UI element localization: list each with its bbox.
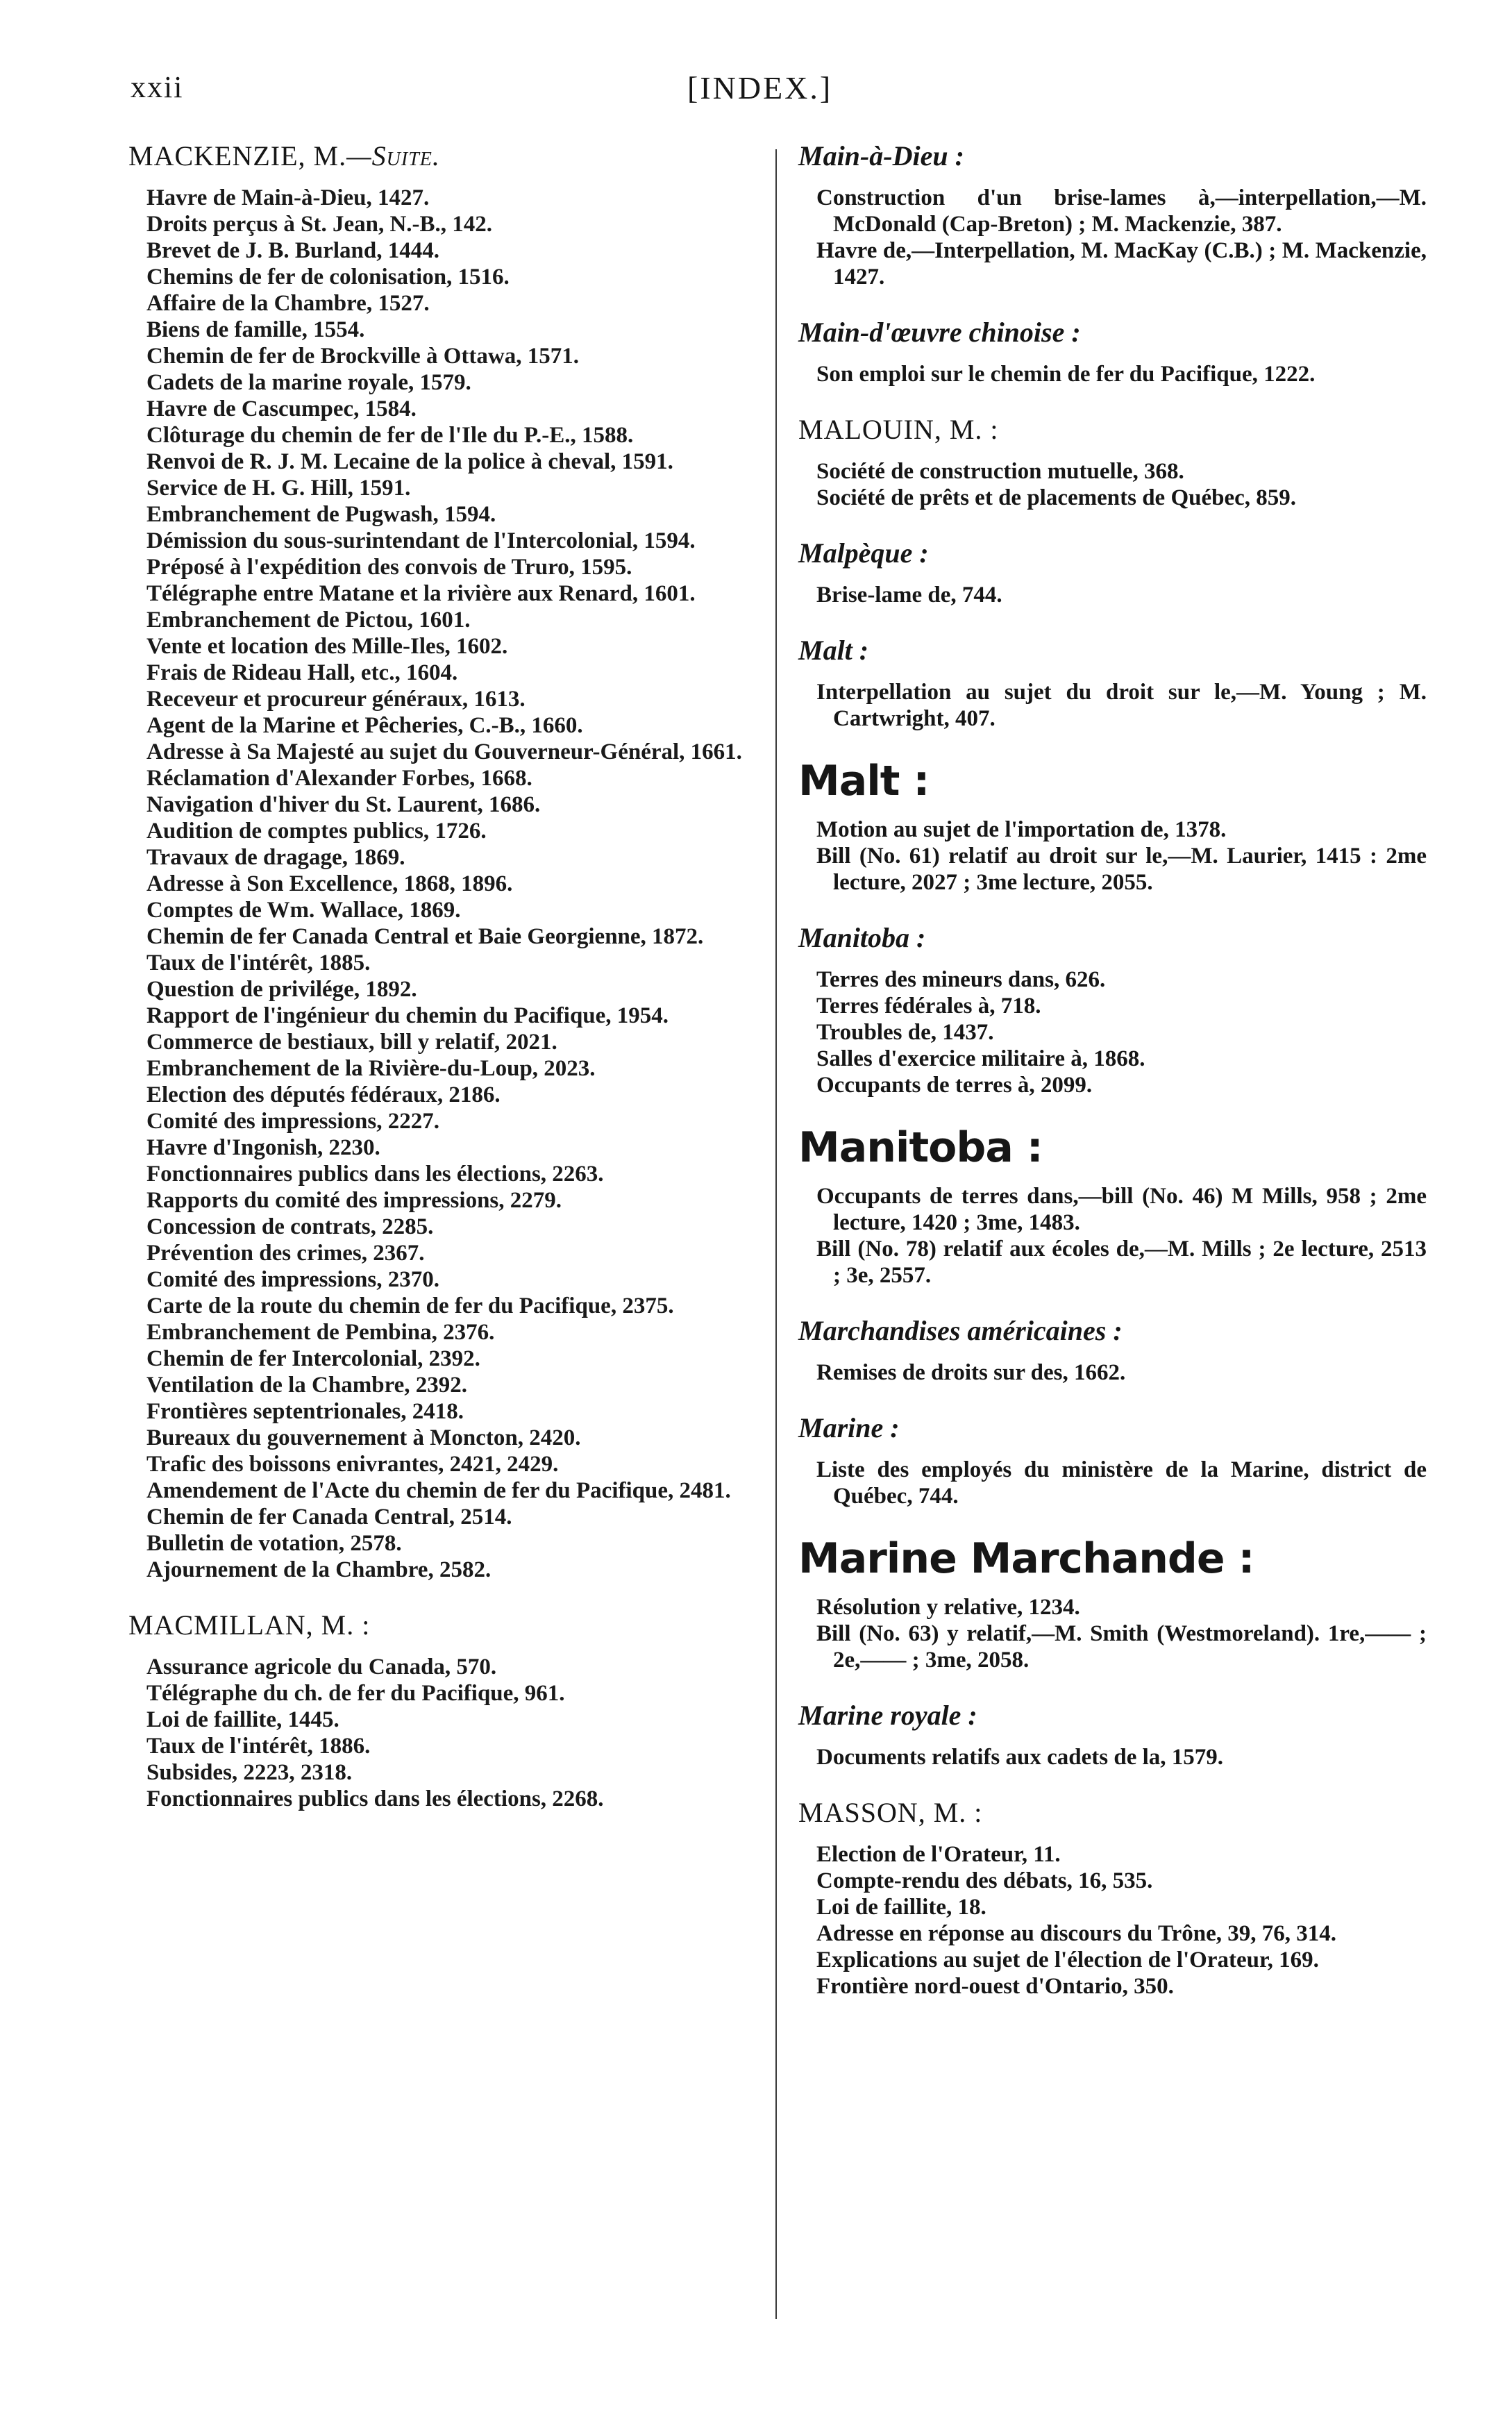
index-entry: Commerce de bestiaux, bill y relatif, 2021.: [146, 1030, 557, 1055]
index-entry: Terres fédérales à, 718.: [816, 994, 1041, 1019]
section-heading: [798, 139, 1427, 174]
index-section: [128, 139, 757, 1583]
index-entry: Adresse à Sa Majesté au sujet du Gouverneur-Général, 1661.: [146, 739, 742, 764]
index-entry: Brise-lame de, 744.: [816, 583, 1002, 608]
section-heading: [128, 139, 757, 174]
section-heading: [798, 1795, 1427, 1830]
index-section: [798, 1534, 1427, 1673]
index-entry: Motion au sujet de l'importation de, 1378.: [816, 817, 1227, 842]
index-entry: Havre d'Ingonish, 2230.: [146, 1135, 380, 1160]
section-heading: [798, 536, 1427, 571]
column-divider: [775, 149, 777, 2319]
section-heading-text: Malt :: [798, 757, 930, 805]
index-entry: Havre de Main-à-Dieu, 1427.: [146, 185, 430, 210]
index-entry: Bill (No. 78) relatif aux écoles de,—M. Mills ; 2e lecture, 2513 ; 3e, 2557.: [816, 1237, 1427, 1288]
index-entry: Société de prêts et de placements de Québec, 859.: [816, 485, 1297, 510]
index-section: [798, 536, 1427, 608]
section-heading-text: Main-à-Dieu :: [798, 140, 964, 171]
index-entry: Havre de Cascumpec, 1584.: [146, 396, 417, 421]
index-entry: Bulletin de votation, 2578.: [146, 1531, 402, 1556]
section-heading-text: Main-d'œuvre chinoise :: [798, 317, 1081, 348]
index-entry: Comptes de Wm. Wallace, 1869.: [146, 898, 461, 923]
index-section: [798, 1795, 1427, 2000]
page-header: [INDEX.]: [687, 70, 833, 106]
index-section: [798, 1411, 1427, 1509]
section-heading: [798, 1698, 1427, 1733]
index-entry: Adresse à Son Excellence, 1868, 1896.: [146, 871, 513, 896]
index-entry: Documents relatifs aux cadets de la, 1579.: [816, 1745, 1224, 1770]
index-entry: Election de l'Orateur, 11.: [816, 1842, 1061, 1867]
index-entry: Cadets de la marine royale, 1579.: [146, 370, 471, 395]
index-entry: Embranchement de Pictou, 1601.: [146, 608, 471, 633]
index-section: [798, 1314, 1427, 1386]
section-heading: [798, 412, 1427, 447]
index-section: [798, 757, 1427, 896]
index-entry: Trafic des boissons enivrantes, 2421, 2429.: [146, 1452, 559, 1477]
index-entry: Election des députés fédéraux, 2186.: [146, 1082, 501, 1107]
index-entry: Ventilation de la Chambre, 2392.: [146, 1373, 468, 1398]
section-heading: [128, 1608, 757, 1643]
index-entry: Société de construction mutuelle, 368.: [816, 459, 1184, 484]
index-section: [798, 1698, 1427, 1770]
section-heading: [798, 633, 1427, 668]
index-entry: Terres des mineurs dans, 626.: [816, 967, 1106, 992]
index-entry: Bill (No. 63) y relatif,—M. Smith (Westmoreland). 1re,—— ; 2e,—— ; 3me, 2058.: [816, 1621, 1427, 1673]
index-entry: Chemins de fer de colonisation, 1516.: [146, 265, 510, 290]
index-entry: Concession de contrats, 2285.: [146, 1214, 434, 1239]
index-entry: Comité des impressions, 2370.: [146, 1267, 439, 1292]
index-entry: Construction d'un brise-lames à,—interpellation,—M. McDonald (Cap-Breton) ; M. Mackenzie, 387.: [816, 185, 1427, 237]
index-entry: Bill (No. 61) relatif au droit sur le,—M. Laurier, 1415 : 2me lecture, 2027 ; 3me lecture, 2055.: [816, 844, 1427, 895]
index-section: [798, 633, 1427, 732]
section-heading: [798, 757, 1427, 805]
index-entry: Comité des impressions, 2227.: [146, 1109, 439, 1134]
index-entry: Chemin de fer Canada Central, 2514.: [146, 1505, 512, 1530]
index-entry: Bureaux du gouvernement à Moncton, 2420.: [146, 1425, 581, 1450]
index-entry: Havre de,—Interpellation, M. MacKay (C.B.) ; M. Mackenzie, 1427.: [816, 238, 1427, 290]
section-heading: [798, 1411, 1427, 1446]
index-entry: Troubles de, 1437.: [816, 1020, 994, 1045]
index-entry: Receveur et procureur généraux, 1613.: [146, 687, 526, 712]
section-heading-text: Malpèque :: [798, 537, 929, 569]
index-entry: Compte-rendu des débats, 16, 535.: [816, 1868, 1153, 1893]
section-heading-text: Manitoba :: [798, 922, 926, 953]
index-section: [128, 1608, 757, 1812]
left-column: [128, 139, 757, 1837]
section-heading: [798, 1534, 1427, 1583]
index-entry: Audition de comptes publics, 1726.: [146, 819, 487, 844]
index-entry: Biens de famille, 1554.: [146, 317, 365, 342]
index-entry: Réclamation d'Alexander Forbes, 1668.: [146, 766, 532, 791]
section-heading: [798, 921, 1427, 955]
index-entry: Affaire de la Chambre, 1527.: [146, 291, 430, 316]
index-entry: Assurance agricole du Canada, 570.: [146, 1655, 497, 1679]
index-section: [798, 315, 1427, 387]
index-section: [798, 139, 1427, 290]
index-entry: Son emploi sur le chemin de fer du Pacifique, 1222.: [816, 362, 1316, 387]
index-entry: Navigation d'hiver du St. Laurent, 1686.: [146, 792, 541, 817]
section-heading-text: Marine :: [798, 1412, 900, 1443]
section-heading-text: MACMILLAN, M. :: [128, 1609, 371, 1641]
index-entry: Frontière nord-ouest d'Ontario, 350.: [816, 1974, 1174, 1999]
index-entry: Carte de la route du chemin de fer du Pacifique, 2375.: [146, 1293, 674, 1318]
index-entry: Salles d'exercice militaire à, 1868.: [816, 1046, 1145, 1071]
index-section: [798, 1123, 1427, 1289]
index-entry: Chemin de fer Intercolonial, 2392.: [146, 1346, 480, 1371]
index-entry: Prévention des crimes, 2367.: [146, 1241, 425, 1266]
section-heading-suffix: —Suite.: [346, 140, 440, 171]
section-heading-text: Marine Marchande :: [798, 1534, 1254, 1583]
section-heading-text: MASSON, M. :: [798, 1797, 983, 1828]
index-entry: Préposé à l'expédition des convois de Truro, 1595.: [146, 555, 632, 580]
index-entry: Démission du sous-surintendant de l'Intercolonial, 1594.: [146, 528, 696, 553]
index-entry: Chemin de fer Canada Central et Baie Georgienne, 1872.: [146, 924, 704, 949]
index-entry: Embranchement de Pembina, 2376.: [146, 1320, 495, 1345]
section-heading-text: Marine royale :: [798, 1700, 977, 1731]
section-heading-text: MALOUIN, M. :: [798, 414, 999, 445]
section-heading-text: Marchandises américaines :: [798, 1315, 1123, 1346]
index-entry: Amendement de l'Acte du chemin de fer du Pacifique, 2481.: [146, 1478, 731, 1503]
index-entry: Agent de la Marine et Pêcheries, C.-B., 1660.: [146, 713, 583, 738]
index-entry: Explications au sujet de l'élection de l'Orateur, 169.: [816, 1947, 1319, 1972]
index-entry: Ajournement de la Chambre, 2582.: [146, 1557, 492, 1582]
index-entry: Occupants de terres dans,—bill (No. 46) M Mills, 958 ; 2me lecture, 1420 ; 3me, 1483.: [816, 1184, 1427, 1235]
page-number: xxii: [131, 70, 184, 104]
section-heading: [798, 1314, 1427, 1348]
section-heading: [798, 315, 1427, 350]
index-entry: Vente et location des Mille-Iles, 1602.: [146, 634, 508, 659]
index-entry: Télégraphe entre Matane et la rivière aux Renard, 1601.: [146, 581, 696, 606]
index-entry: Service de H. G. Hill, 1591.: [146, 476, 411, 501]
section-heading-text: Manitoba :: [798, 1123, 1043, 1172]
index-entry: Embranchement de la Rivière-du-Loup, 2023.: [146, 1056, 596, 1081]
index-section: [798, 412, 1427, 511]
index-entry: Loi de faillite, 18.: [816, 1895, 986, 1920]
index-entry: Brevet de J. B. Burland, 1444.: [146, 238, 439, 263]
index-entry: Adresse en réponse au discours du Trône, 39, 76, 314.: [816, 1921, 1336, 1946]
index-entry: Interpellation au sujet du droit sur le,—M. Young ; M. Cartwright, 407.: [816, 680, 1427, 731]
index-entry: Loi de faillite, 1445.: [146, 1707, 339, 1732]
index-entry: Télégraphe du ch. de fer du Pacifique, 961.: [146, 1681, 565, 1706]
section-heading-text: MACKENZIE, M.: [128, 140, 347, 171]
index-entry: Liste des employés du ministère de la Marine, district de Québec, 744.: [816, 1457, 1427, 1509]
index-entry: Rapport de l'ingénieur du chemin du Pacifique, 1954.: [146, 1003, 669, 1028]
index-entry: Subsides, 2223, 2318.: [146, 1760, 353, 1785]
index-entry: Taux de l'intérêt, 1886.: [146, 1734, 371, 1759]
index-entry: Occupants de terres à, 2099.: [816, 1073, 1093, 1098]
section-heading-text: Malt :: [798, 635, 869, 666]
index-entry: Fonctionnaires publics dans les élections, 2268.: [146, 1786, 604, 1811]
index-entry: Frontières septentrionales, 2418.: [146, 1399, 464, 1424]
index-entry: Résolution y relative, 1234.: [816, 1595, 1080, 1620]
index-entry: Question de privilége, 1892.: [146, 977, 417, 1002]
index-entry: Travaux de dragage, 1869.: [146, 845, 405, 870]
index-entry: Remises de droits sur des, 1662.: [816, 1360, 1126, 1385]
right-column: [798, 139, 1427, 2025]
index-entry: Rapports du comité des impressions, 2279.: [146, 1188, 562, 1213]
section-heading: [798, 1123, 1427, 1172]
index-entry: Fonctionnaires publics dans les élections, 2263.: [146, 1162, 604, 1187]
index-entry: Frais de Rideau Hall, etc., 1604.: [146, 660, 458, 685]
index-entry: Clôturage du chemin de fer de l'Ile du P.-E., 1588.: [146, 423, 634, 448]
index-entry: Embranchement de Pugwash, 1594.: [146, 502, 496, 527]
index-entry: Chemin de fer de Brockville à Ottawa, 1571.: [146, 344, 579, 369]
index-section: [798, 921, 1427, 1098]
index-entry: Droits perçus à St. Jean, N.-B., 142.: [146, 212, 493, 237]
index-entry: Renvoi de R. J. M. Lecaine de la police à cheval, 1591.: [146, 449, 673, 474]
index-entry: Taux de l'intérêt, 1885.: [146, 950, 371, 975]
